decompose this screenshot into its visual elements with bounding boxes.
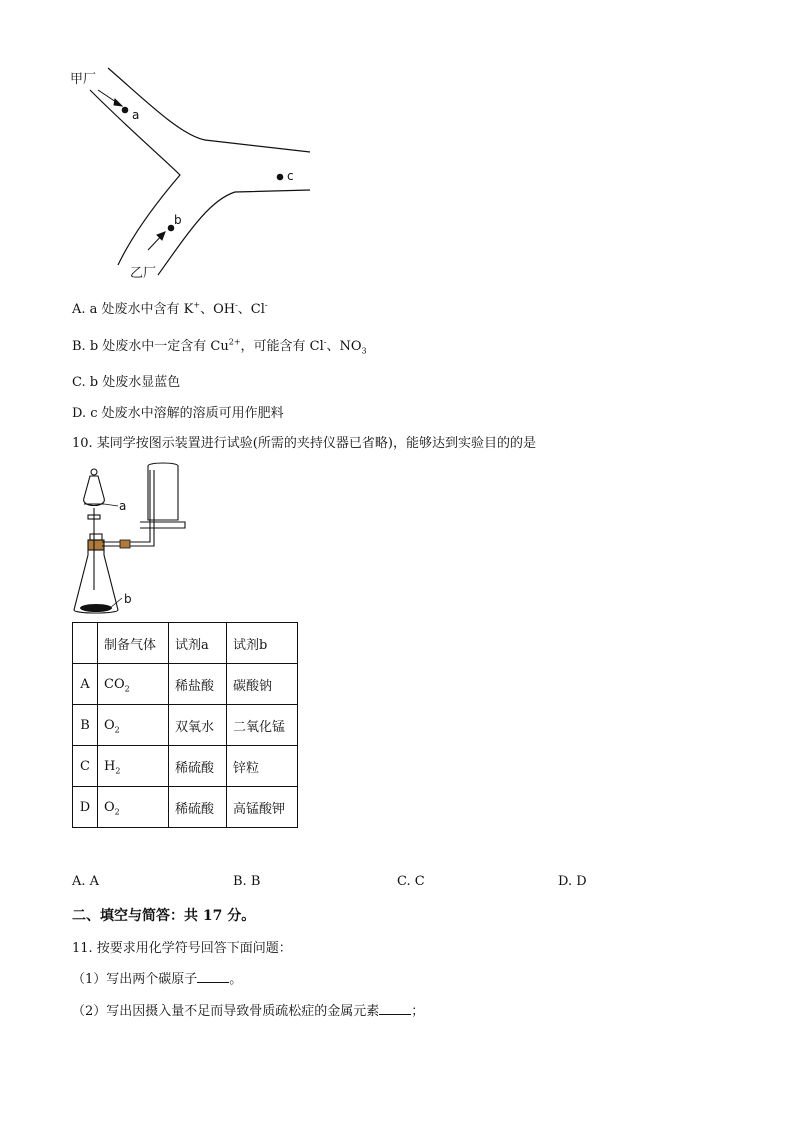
q10-stem: 10. 某同学按图示装置进行试验(所需的夹持仪器已省略)，能够达到实验目的的是 bbox=[72, 436, 536, 451]
option-d: D. c 处废水中溶解的溶质可用作肥料 bbox=[72, 406, 284, 421]
option-a: A. a 处废水中含有 K+、OH-、Cl- bbox=[72, 300, 268, 317]
channel-diagram bbox=[70, 60, 320, 285]
apparatus-diagram bbox=[70, 460, 200, 618]
table-cell bbox=[73, 623, 98, 664]
table-row bbox=[73, 705, 298, 746]
choice-c: C. C bbox=[397, 874, 425, 889]
table-cell: A bbox=[73, 664, 98, 705]
reagent-a-label: a bbox=[119, 499, 127, 513]
reagent-b-label: b bbox=[124, 592, 132, 606]
table-cell: 高锰酸钾 bbox=[227, 787, 298, 828]
choice-b: B. B bbox=[233, 874, 261, 889]
table-header: 试剂b bbox=[227, 623, 298, 664]
table-row bbox=[73, 787, 298, 828]
q11-stem: 11. 按要求用化学符号回答下面问题： bbox=[72, 941, 292, 956]
factory-b-label: 乙厂 bbox=[130, 266, 157, 281]
choice-d: D. D bbox=[558, 874, 587, 889]
table-cell: $O_2$ bbox=[98, 787, 169, 828]
table-cell: B bbox=[73, 705, 98, 746]
table-cell: $CO_2$ bbox=[98, 664, 169, 705]
point-c-dot bbox=[277, 174, 284, 181]
answer-blank[interactable] bbox=[197, 970, 229, 983]
table-cell: D bbox=[73, 787, 98, 828]
option-b: B. b 处废水中一定含有 $Cu^{2+}$，可能含有 Cl-、$NO_3$ bbox=[72, 337, 367, 356]
reagent-table bbox=[72, 622, 298, 828]
point-b-label: b bbox=[174, 213, 182, 227]
table-cell: 稀盐酸 bbox=[169, 664, 227, 705]
table-cell: 二氧化锰 bbox=[227, 705, 298, 746]
table-cell: 稀硫酸 bbox=[169, 787, 227, 828]
table-cell: 锌粒 bbox=[227, 746, 298, 787]
q11-part-2: （2）写出因摄入量不足而导致骨质疏松症的金属元素 ； bbox=[72, 1004, 425, 1019]
table-cell: 碳酸钠 bbox=[227, 664, 298, 705]
table-header-row bbox=[73, 623, 298, 664]
table-cell: $H_2$ bbox=[98, 746, 169, 787]
answer-blank[interactable] bbox=[379, 1002, 411, 1015]
table-cell: $O_2$ bbox=[98, 705, 169, 746]
point-a-dot bbox=[122, 107, 129, 114]
table-row bbox=[73, 664, 298, 705]
table-row bbox=[73, 746, 298, 787]
section-heading: 二、填空与简答：共 17 分。 bbox=[72, 908, 256, 924]
table-header: 制备气体 bbox=[98, 623, 169, 664]
table-cell: 双氧水 bbox=[169, 705, 227, 746]
factory-a-label: 甲厂 bbox=[70, 72, 97, 87]
point-a-label: a bbox=[132, 108, 140, 122]
table-cell: 稀硫酸 bbox=[169, 746, 227, 787]
table-header: 试剂a bbox=[169, 623, 227, 664]
table-cell: C bbox=[73, 746, 98, 787]
point-c-label: c bbox=[287, 169, 294, 183]
option-c: C. b 处废水显蓝色 bbox=[72, 375, 181, 390]
choice-a: A. A bbox=[72, 874, 100, 889]
q11-part-1: （1）写出两个碳原子 。 bbox=[72, 972, 243, 987]
